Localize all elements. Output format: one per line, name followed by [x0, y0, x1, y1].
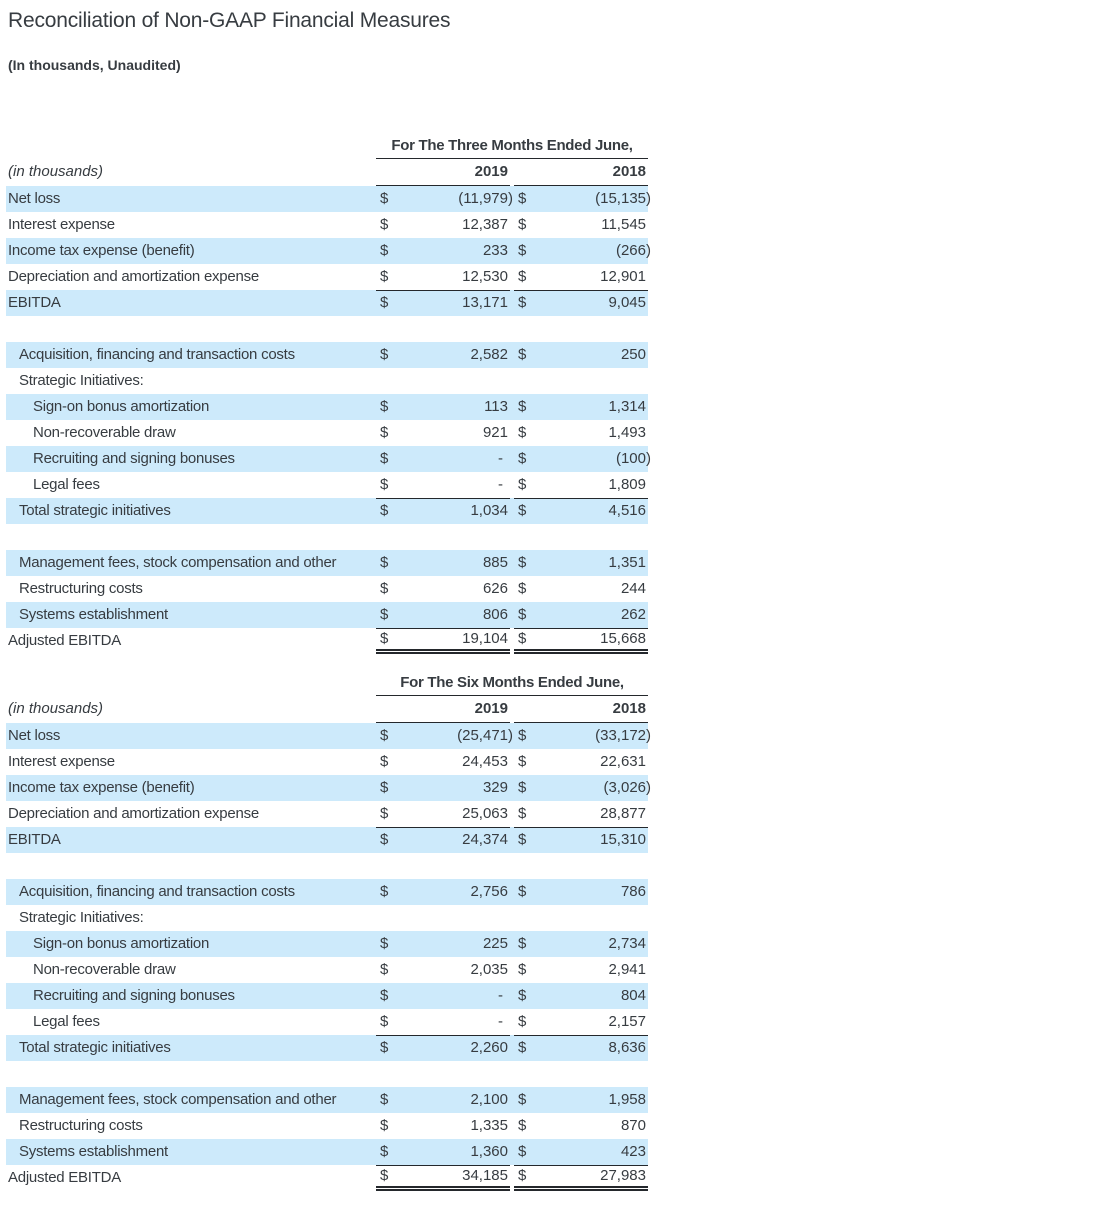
currency-symbol: $ [518, 753, 527, 770]
currency-symbol: $ [518, 190, 527, 207]
currency-symbol: $ [380, 450, 389, 467]
value-cell-2018 [514, 1113, 648, 1139]
value-cell-2019 [376, 472, 510, 498]
cell-value: 28,877 [600, 805, 646, 822]
currency-symbol: $ [518, 1091, 527, 1108]
value-cell-2019 [376, 983, 510, 1009]
currency-symbol: $ [380, 753, 389, 770]
currency-symbol: $ [380, 727, 389, 744]
cell-value: 15,668 [600, 630, 646, 647]
cell-value: 1,809 [608, 476, 646, 493]
spacer-row [6, 524, 648, 550]
row-label: EBITDA [8, 831, 61, 848]
row-label: Strategic Initiatives: [19, 372, 144, 389]
row-label: Adjusted EBITDA [8, 1169, 121, 1186]
value-cell-2019 [376, 290, 510, 316]
table-row [6, 628, 648, 654]
currency-symbol: $ [380, 987, 389, 1004]
currency-symbol: $ [518, 242, 527, 259]
currency-symbol: $ [518, 805, 527, 822]
value-cell-2019 [376, 498, 510, 524]
cell-value: 2,157 [608, 1013, 646, 1030]
value-cell-2019 [376, 775, 510, 801]
cell-value: 626 [482, 580, 508, 597]
value-cell-2019 [376, 1035, 510, 1061]
value-cell-2019 [376, 576, 510, 602]
table-row [6, 602, 648, 628]
value-cell-2019 [376, 238, 510, 264]
value-cell-2018 [514, 290, 648, 316]
reconciliation-table-three-months [6, 135, 651, 654]
cell-value: (33,172) [595, 727, 651, 744]
value-cell-2019 [376, 342, 510, 368]
value-cell-2018 [514, 420, 648, 446]
value-cell-2018 [514, 1087, 648, 1113]
row-label: Depreciation and amortization expense [8, 805, 259, 822]
table-row [6, 394, 648, 420]
page-title: Reconciliation of Non-GAAP Financial Measures [8, 9, 451, 32]
cell-value: 113 [484, 398, 508, 415]
table-row [6, 905, 648, 931]
currency-symbol: $ [380, 961, 389, 978]
row-label: Interest expense [8, 216, 115, 233]
currency-symbol: $ [380, 424, 389, 441]
period-header-spacer [6, 672, 376, 696]
value-cell-2018 [514, 394, 648, 420]
cell-value: (11,979) [458, 190, 513, 207]
table-row [6, 1009, 648, 1035]
unit-label: (in thousands) [8, 163, 104, 180]
currency-symbol: $ [518, 554, 527, 571]
cell-value: 786 [620, 883, 646, 900]
table-row [6, 983, 648, 1009]
currency-symbol: $ [518, 1143, 527, 1160]
currency-symbol: $ [380, 294, 389, 311]
cell-value: - [498, 1013, 503, 1030]
table-row [6, 576, 648, 602]
row-label: Sign-on bonus amortization [33, 398, 210, 415]
reconciliation-table-six-months [6, 672, 651, 1191]
row-label: Legal fees [33, 476, 100, 493]
value-cell-2018 [514, 212, 648, 238]
currency-symbol: $ [380, 1091, 389, 1108]
value-cell-2018 [514, 576, 648, 602]
value-cell-2018 [514, 498, 648, 524]
currency-symbol: $ [518, 1039, 527, 1056]
cell-value: 15,310 [600, 831, 646, 848]
cell-value: 22,631 [600, 753, 646, 770]
row-label: Income tax expense (benefit) [8, 242, 195, 259]
value-cell-2018 [514, 602, 648, 628]
currency-symbol: $ [380, 935, 389, 952]
cell-value: 2,260 [470, 1039, 508, 1056]
cell-value: 329 [482, 779, 508, 796]
cell-value: 885 [482, 554, 508, 571]
cell-value: 804 [620, 987, 646, 1004]
table-rows [6, 723, 651, 1191]
period-header-row [6, 672, 648, 696]
table-row [6, 1165, 648, 1191]
cell-value: - [498, 476, 503, 493]
table-row [6, 1139, 648, 1165]
table-row [6, 342, 648, 368]
cell-value: 2,756 [470, 883, 508, 900]
value-cell-2019 [376, 446, 510, 472]
currency-symbol: $ [380, 476, 389, 493]
table-row [6, 1113, 648, 1139]
row-label: Total strategic initiatives [19, 502, 171, 519]
row-label: Total strategic initiatives [19, 1039, 171, 1056]
currency-symbol: $ [380, 606, 389, 623]
cell-value: 870 [620, 1117, 646, 1134]
cell-value: 806 [482, 606, 508, 623]
currency-symbol: $ [518, 424, 527, 441]
row-label: Restructuring costs [19, 1117, 143, 1134]
currency-symbol: $ [380, 242, 389, 259]
currency-symbol: $ [380, 1143, 389, 1160]
currency-symbol: $ [380, 346, 389, 363]
year-header-2018: 2018 [514, 159, 648, 186]
table-row [6, 472, 648, 498]
cell-value: 34,185 [462, 1167, 508, 1184]
value-cell-2018 [514, 472, 648, 498]
value-cell-2019 [376, 1165, 510, 1191]
currency-symbol: $ [518, 398, 527, 415]
cell-value: 24,374 [462, 831, 508, 848]
year-header-row [6, 159, 648, 186]
value-cell-2018 [514, 749, 648, 775]
currency-symbol: $ [518, 987, 527, 1004]
currency-symbol: $ [380, 1167, 389, 1184]
cell-value: 12,387 [462, 216, 508, 233]
value-cell-2018 [514, 801, 648, 827]
table-row [6, 368, 648, 394]
currency-symbol: $ [380, 1039, 389, 1056]
spacer-row [6, 316, 648, 342]
value-cell-2018 [514, 628, 648, 654]
cell-value: (100) [615, 450, 651, 467]
cell-value: 2,734 [608, 935, 646, 952]
currency-symbol: $ [518, 779, 527, 796]
cell-value: 11,545 [601, 216, 646, 233]
cell-value: 1,958 [608, 1091, 646, 1108]
value-cell-2019 [376, 879, 510, 905]
table-row [6, 827, 648, 853]
value-cell-2019 [376, 628, 510, 654]
cell-value: 8,636 [608, 1039, 646, 1056]
currency-symbol: $ [380, 502, 389, 519]
table-row [6, 238, 651, 264]
value-cell-2019 [376, 1113, 510, 1139]
currency-symbol: $ [380, 216, 389, 233]
cell-value: - [498, 987, 503, 1004]
currency-symbol: $ [380, 580, 389, 597]
table-row [6, 931, 648, 957]
row-label: Acquisition, financing and transaction costs [19, 883, 295, 900]
cell-value: 13,171 [462, 294, 508, 311]
currency-symbol: $ [518, 883, 527, 900]
cell-value: 423 [620, 1143, 646, 1160]
value-cell-2019 [376, 1087, 510, 1113]
cell-value: 921 [482, 424, 508, 441]
cell-value: 1,493 [608, 424, 646, 441]
table-row [6, 723, 651, 749]
row-label: Legal fees [33, 1013, 100, 1030]
currency-symbol: $ [518, 1167, 527, 1184]
value-cell-2018 [514, 1009, 648, 1035]
value-cell-2019 [376, 957, 510, 983]
value-cell-2019 [376, 394, 510, 420]
value-cell-2018 [514, 1035, 648, 1061]
currency-symbol: $ [518, 1013, 527, 1030]
cell-value: 12,901 [600, 268, 646, 285]
value-cell-2018 [514, 264, 648, 290]
row-label: Non-recoverable draw [33, 424, 176, 441]
value-cell-2019 [376, 602, 510, 628]
table-row [6, 957, 648, 983]
value-cell-2018 [514, 446, 651, 472]
table-row [6, 264, 648, 290]
currency-symbol: $ [518, 502, 527, 519]
cell-value: 2,035 [470, 961, 508, 978]
row-label: Systems establishment [19, 606, 168, 623]
value-cell-2018 [514, 238, 651, 264]
currency-symbol: $ [518, 831, 527, 848]
cell-value: 24,453 [462, 753, 508, 770]
page-subtitle: (In thousands, Unaudited) [8, 57, 181, 73]
cell-value: 1,034 [470, 502, 508, 519]
table-row [6, 775, 651, 801]
period-header: For The Three Months Ended June, [376, 135, 648, 159]
currency-symbol: $ [518, 268, 527, 285]
cell-value: (266) [615, 242, 651, 259]
table-rows [6, 186, 651, 654]
value-cell-2019 [376, 264, 510, 290]
row-label: Depreciation and amortization expense [8, 268, 259, 285]
row-label: Income tax expense (benefit) [8, 779, 195, 796]
year-header-row [6, 696, 648, 723]
cell-value: 225 [482, 935, 508, 952]
table-row [6, 1035, 648, 1061]
row-label: Recruiting and signing bonuses [33, 450, 235, 467]
cell-value: 2,941 [608, 961, 646, 978]
value-cell-2018 [514, 931, 648, 957]
cell-value: 19,104 [462, 630, 508, 647]
cell-value: 1,335 [470, 1117, 508, 1134]
cell-value: 1,351 [608, 554, 646, 571]
value-cell-2018 [514, 186, 651, 212]
currency-symbol: $ [380, 1117, 389, 1134]
cell-value: - [498, 450, 503, 467]
table-row [6, 550, 648, 576]
unit-label: (in thousands) [8, 700, 104, 717]
value-cell-2018 [514, 957, 648, 983]
row-label: Strategic Initiatives: [19, 909, 144, 926]
value-cell-2018 [514, 879, 648, 905]
cell-value: 244 [620, 580, 646, 597]
currency-symbol: $ [380, 554, 389, 571]
currency-symbol: $ [380, 398, 389, 415]
row-label: Non-recoverable draw [33, 961, 176, 978]
currency-symbol: $ [518, 727, 527, 744]
row-label: Management fees, stock compensation and other [19, 554, 337, 571]
cell-value: 2,100 [470, 1091, 508, 1108]
cell-value: 2,582 [470, 346, 508, 363]
row-label: Acquisition, financing and transaction costs [19, 346, 295, 363]
table-row [6, 801, 648, 827]
cell-value: 27,983 [600, 1167, 646, 1184]
row-label: Adjusted EBITDA [8, 632, 121, 649]
cell-value: 4,516 [608, 502, 646, 519]
value-cell-2018 [514, 1139, 648, 1165]
currency-symbol: $ [518, 1117, 527, 1134]
value-cell-2018 [514, 723, 651, 749]
cell-value: 9,045 [608, 294, 646, 311]
table-row [6, 498, 648, 524]
currency-symbol: $ [380, 831, 389, 848]
cell-value: (3,026) [603, 779, 651, 796]
currency-symbol: $ [518, 606, 527, 623]
period-header: For The Six Months Ended June, [376, 672, 648, 696]
table-row [6, 186, 651, 212]
row-label: Systems establishment [19, 1143, 168, 1160]
cell-value: 12,530 [462, 268, 508, 285]
value-cell-2019 [376, 1139, 510, 1165]
currency-symbol: $ [380, 268, 389, 285]
value-cell-2019 [376, 212, 510, 238]
value-cell-2019 [376, 749, 510, 775]
cell-value: 233 [482, 242, 508, 259]
cell-value: 25,063 [462, 805, 508, 822]
table-row [6, 879, 648, 905]
currency-symbol: $ [380, 779, 389, 796]
spacer-row [6, 1061, 648, 1087]
value-cell-2018 [514, 550, 648, 576]
row-label: Management fees, stock compensation and other [19, 1091, 337, 1108]
currency-symbol: $ [518, 935, 527, 952]
cell-value: (25,471) [457, 727, 513, 744]
row-label: EBITDA [8, 294, 61, 311]
table-row [6, 1087, 648, 1113]
cell-value: (15,135) [595, 190, 651, 207]
row-label: Net loss [8, 190, 61, 207]
currency-symbol: $ [518, 346, 527, 363]
period-header-row [6, 135, 648, 159]
currency-symbol: $ [518, 216, 527, 233]
spacer-row [6, 853, 648, 879]
table-row [6, 420, 648, 446]
currency-symbol: $ [518, 450, 527, 467]
cell-value: 250 [620, 346, 646, 363]
value-cell-2019 [376, 723, 513, 749]
value-cell-2019 [376, 931, 510, 957]
period-header-spacer [6, 135, 376, 159]
row-label: Recruiting and signing bonuses [33, 987, 235, 1004]
table-row [6, 446, 651, 472]
value-cell-2019 [376, 420, 510, 446]
value-cell-2019 [376, 1009, 510, 1035]
value-cell-2018 [514, 775, 651, 801]
currency-symbol: $ [518, 961, 527, 978]
cell-value: 1,360 [470, 1143, 508, 1160]
row-label: Net loss [8, 727, 61, 744]
value-cell-2019 [376, 827, 510, 853]
currency-symbol: $ [518, 476, 527, 493]
table-row [6, 749, 648, 775]
value-cell-2018 [514, 1165, 648, 1191]
currency-symbol: $ [380, 805, 389, 822]
currency-symbol: $ [518, 294, 527, 311]
value-cell-2018 [514, 342, 648, 368]
row-label: Sign-on bonus amortization [33, 935, 210, 952]
year-header-2019: 2019 [376, 696, 510, 723]
cell-value: 262 [620, 606, 646, 623]
currency-symbol: $ [380, 1013, 389, 1030]
value-cell-2018 [514, 827, 648, 853]
value-cell-2019 [376, 186, 513, 212]
row-label: Restructuring costs [19, 580, 143, 597]
cell-value: 1,314 [608, 398, 646, 415]
currency-symbol: $ [518, 630, 527, 647]
row-label: Interest expense [8, 753, 115, 770]
currency-symbol: $ [518, 580, 527, 597]
value-cell-2019 [376, 550, 510, 576]
value-cell-2019 [376, 801, 510, 827]
currency-symbol: $ [380, 190, 389, 207]
value-cell-2018 [514, 983, 648, 1009]
table-row [6, 212, 648, 238]
year-header-2018: 2018 [514, 696, 648, 723]
currency-symbol: $ [380, 883, 389, 900]
year-header-2019: 2019 [376, 159, 510, 186]
table-row [6, 290, 648, 316]
currency-symbol: $ [380, 630, 389, 647]
